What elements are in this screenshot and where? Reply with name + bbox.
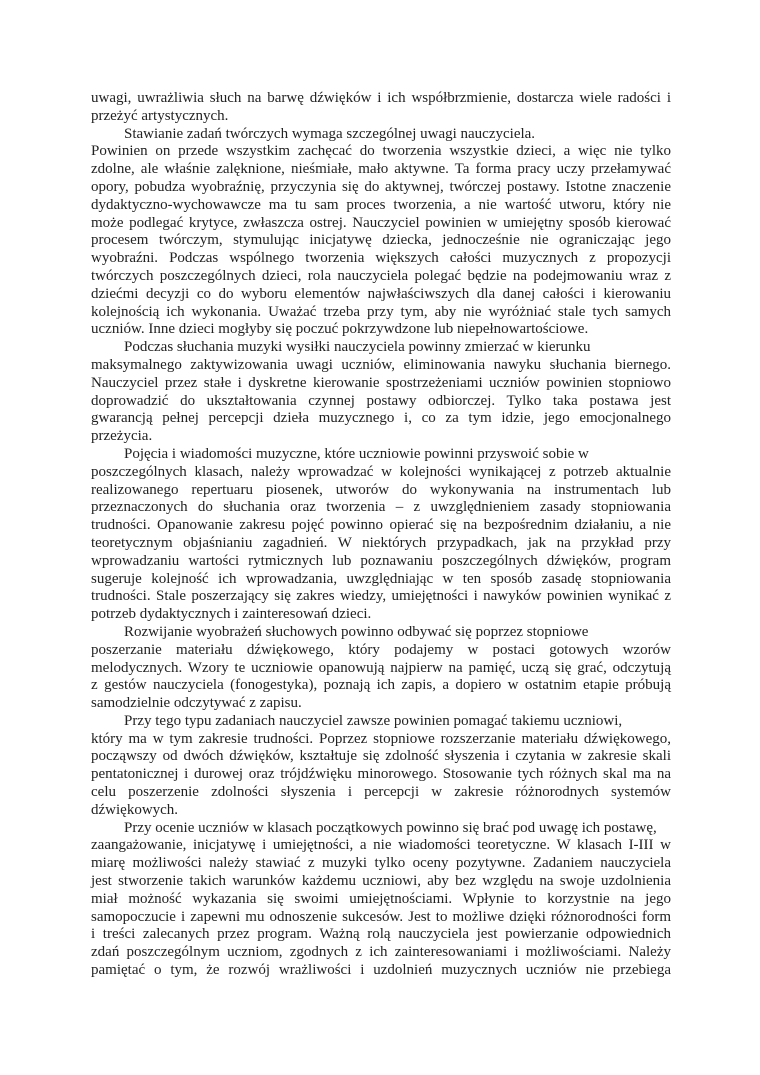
text-line: Przy tego typu zadaniach nauczyciel zawsze powinien pomagać takiemu uczniowi,: [124, 712, 623, 729]
text-line: celu poszerzenie zdolności słyszenia i percepcji w zakresie różnorodnych systemów: [91, 784, 671, 801]
text-line: Nauczyciel przez stałe i dyskretne kierowanie spostrzeżeniami uczniów powinien stopniowo: [91, 374, 671, 391]
text-line: procesem twórczym, stymulując inicjatywę dziecka, jednocześnie nie ograniczając jego: [91, 232, 671, 249]
text-line: miarę możliwości należy stawiać z muzyki tylko oceny pozytywne. Zadaniem nauczyciela: [91, 855, 671, 872]
text-line: samodzielnie odczytywać z zapisu.: [91, 695, 302, 712]
text-line: pentatonicznej i durowej oraz trójdźwięku minorowego. Stosowanie tych różnych skal ma na: [91, 766, 671, 783]
text-line: dźwiękowych.: [91, 801, 179, 818]
text-line: z gestów nauczyciela (fonogestyka), poznają ich zapis, a dopiero w ostatnim etapie próbują: [91, 677, 671, 694]
text-line: realizowanego repertuaru piosenek, utworów do wykonywania na instrumentach lub: [91, 481, 671, 498]
text-line: uczniów. Inne dzieci mogłyby się poczuć pokrzywdzone lub niepełnowartościowe.: [91, 321, 589, 338]
text-line: zdolne, ale właśnie zalęknione, nieśmiałe, mało aktywne. Ta forma pracy uczy przełamywać: [91, 161, 671, 178]
text-line: maksymalnego zaktywizowania uwagi uczniów, eliminowania nawyku słuchania biernego.: [91, 356, 671, 373]
text-line: zaangażowanie, inicjatywę i umiejętności, a nie wiadomości teoretyczne. W klasach I-III w: [91, 837, 671, 854]
text-line: samopoczucie i zapewni mu odnoszenie sukcesów. Jest to możliwe dzięki różnorodności form: [91, 908, 671, 925]
text-line: dydaktyczno-wychowawcze ma tu sam proces tworzenia, a nie wartość utworu, który nie: [91, 196, 671, 213]
text-line: począwszy od dwóch dźwięków, kształtuje się zdolność słyszenia i czytania w zakresie skali: [91, 748, 671, 765]
text-line: poszczególnych klasach, należy wprowadzać w kolejności wynikającej z potrzeb aktualnie: [91, 463, 671, 480]
text-line: uwagi, uwrażliwia słuch na barwę dźwięków i ich współbrzmienie, dostarcza wiele radości i: [91, 90, 671, 106]
text-line: Podczas słuchania muzyki wysiłki nauczyciela powinny zmierzać w kierunku: [124, 339, 591, 356]
text-line: kolejnością ich wykonania. Uważać trzeba przy tym, aby nie wyróżniać stale tych samych: [91, 303, 671, 320]
text-line: miał możność wykazania się swoimi umiejętnościami. Wpłynie to korzystnie na jego: [91, 890, 671, 907]
document-page: [91, 90, 671, 980]
text-line: trudności. Stale poszerzający się zakres wiedzy, umiejętności i nawyków powinien wynikać z: [91, 588, 671, 605]
text-line: opory, pobudza wyobraźnię, przyczynia się do aktywnej, twórczej postawy. Istotne znaczenie: [91, 178, 671, 195]
text-line: Rozwijanie wyobrażeń słuchowych powinno odbywać się poprzez stopniowe: [124, 623, 589, 640]
text-line: poszerzanie materiału dźwiękowego, który podajemy w postaci gotowych wzorów: [91, 641, 671, 658]
text-line: trudności. Opanowanie zakresu pojęć powinno opierać się na bezpośrednim działaniu, a nie: [91, 517, 671, 534]
text-line: przeznaczonych do słuchania oraz tworzenia – z uwzględnieniem zasady stopniowania: [91, 499, 671, 516]
text-line: wprowadzaniu wartości rytmicznych lub poznawaniu poszczególnych dźwięków, program: [91, 552, 671, 569]
text-line: przeżycia.: [91, 428, 153, 445]
text-line: Stawianie zadań twórczych wymaga szczególnej uwagi nauczyciela.: [124, 125, 536, 142]
text-line: twórczych poszczególnych dzieci, rola nauczyciela polegać będzie na podejmowaniu wraz z: [91, 267, 671, 284]
text-line: Pojęcia i wiadomości muzyczne, które uczniowie powinni przyswoić sobie w: [124, 445, 589, 462]
text-line: doprowadzić do ukształtowania czynnej postawy odbiorczej. Tylko taka postawa jest: [91, 392, 671, 409]
text-line: Powinien on przede wszystkim zachęcać do tworzenia wszystkie dzieci, a więc nie tylko: [91, 143, 671, 160]
text-line: przeżyć artystycznych.: [91, 107, 229, 124]
text-line: i treści zalecanych przez program. Ważną rolą nauczyciela jest powierzanie odpowiednich: [91, 926, 671, 943]
text-line: jest stworzenie takich warunków każdemu uczniowi, aby bez względu na swoje uzdolnienia: [91, 873, 671, 890]
text-line: sugeruje kolejność ich wprowadzania, uwzględniając w ten sposób zasadę stopniowania: [91, 570, 671, 587]
text-line: który ma w tym zakresie trudności. Poprzez stopniowe rozszerzanie materiału dźwiękowego,: [91, 730, 671, 747]
text-line: dziećmi decyzji co do wyboru elementów najwłaściwszych dla danej całości i kierowaniu: [91, 285, 671, 302]
text-line: wyobraźni. Podczas wspólnego tworzenia większych całości muzycznych z propozycji: [91, 250, 671, 267]
text-line: melodycznych. Wzory te uczniowie opanowują najpierw na pamięć, uczą się grać, odczytują: [91, 659, 671, 676]
text-line: potrzeb dydaktycznych i zainteresowań dzieci.: [91, 606, 372, 623]
text-line: gwarancją pełnej percepcji dzieła muzycznego i, co za tym idzie, jego emocjonalnego: [91, 410, 671, 427]
text-line: może podlegać krytyce, zwłaszcza ostrej. Nauczyciel powinien w umiejętny sposób kierować: [91, 214, 671, 231]
text-line: teoretycznym objaśnianiu zagadnień. W niektórych przypadkach, jak na przykład przy: [91, 534, 671, 551]
text-line: Przy ocenie uczniów w klasach początkowych powinno się brać pod uwagę ich postawę,: [124, 819, 657, 836]
text-line: pamiętać o tym, że rozwój wrażliwości i uzdolnień muzycznych uczniów nie przebiega: [91, 962, 671, 979]
text-line: zdań poszczególnym uczniom, zgodnych z ich zainteresowaniami i możliwościami. Należy: [91, 944, 671, 961]
